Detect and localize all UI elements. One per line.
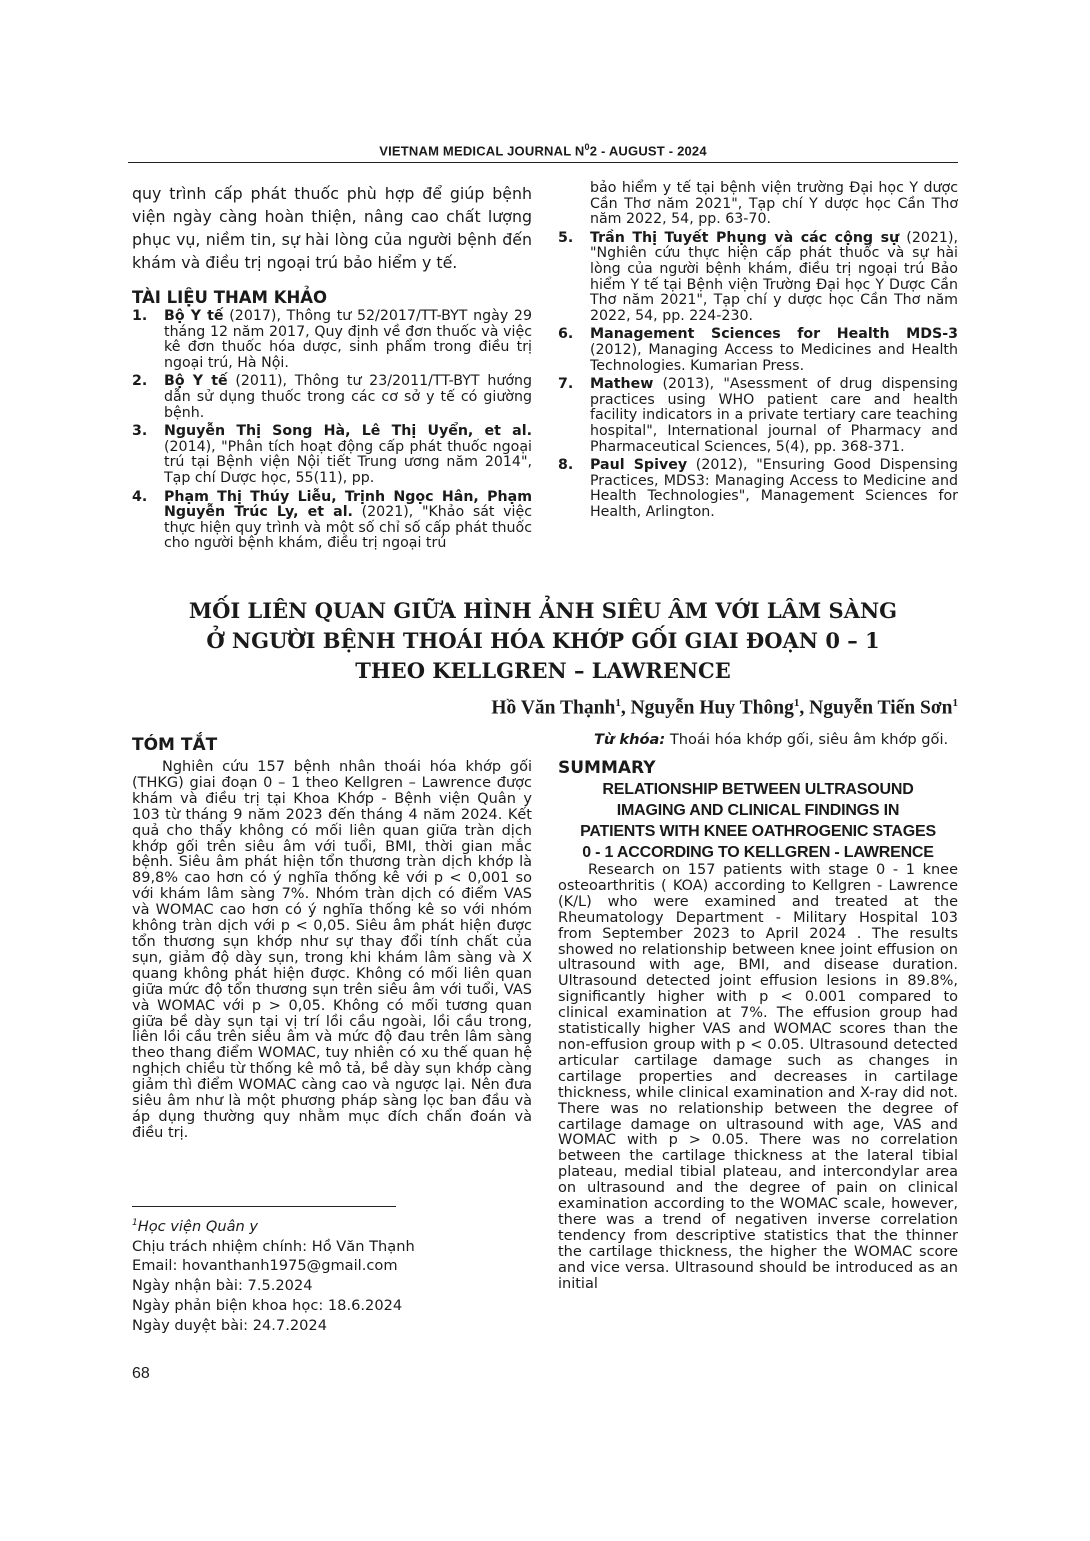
reference-item: 4. Phạm Thị Thúy Liễu, Trịnh Ngọc Hân, Phạm Nguyễn Trúc Ly, et al. (2021), "Khảo sát việc thực hiện quy trình và một số chỉ số cấp phát thuốc cho người bệnh khám, điều trị ngoại trú [132, 488, 533, 552]
reference-item: 5. Trần Thị Tuyết Phụng và các cộng sự (2021), "Nghiên cứu thực hiện cấp phát thuốc và sự hài lòng của người bệnh khám, điều trị ngoại trú Bảo hiểm Y tế tại Bệnh viện Trường Đại học Y Dược Cần Thơ năm 2021", Tạp chí y dược học Cần Thơ năm 2022, 54, pp. 224-230. [558, 229, 958, 324]
summary-title-line: 0 - 1 ACCORDING TO KELLGREN - LAWRENCE [582, 844, 934, 861]
top-left-column [132, 182, 532, 555]
footnote-line: Ngày nhận bài: 7.5.2024 [132, 1277, 313, 1295]
footnote-line: Email: hovanthanh1975@gmail.com [132, 1257, 398, 1275]
summary-title [558, 779, 958, 863]
reference-item-continued: bảo hiểm y tế tại bệnh viện trường Đại học Y dược Cần Thơ năm 2021", Tạp chí Y dược học Cần Thơ năm 2022, 54, pp. 63-70. [590, 180, 958, 228]
summary-title-line: RELATIONSHIP BETWEEN ULTRASOUND [602, 781, 914, 798]
footnote-line: Chịu trách nhiệm chính: Hồ Văn Thạnh [132, 1237, 415, 1255]
article-title-line: MỐI LIÊN QUAN GIỮA HÌNH ẢNH SIÊU ÂM VỚI LÂM SÀNG [188, 598, 898, 623]
keywords [558, 731, 958, 748]
reference-item: 2. Bộ Y tế (2011), Thông tư 23/2011/TT-BYT hướng dẫn sử dụng thuốc trong các cơ sở y tế có giường bệnh. [132, 373, 532, 421]
reference-item: 8. Paul Spivey (2012), "Ensuring Good Dispensing Practices, MDS3: Managing Access to Medicine and Health Technologies", Management Sciences for Health, Arlington. [558, 457, 958, 520]
reference-item: 6. Management Sciences for Health MDS-3 (2012), Managing Access to Medicines and Health Technologies. Kumarian Press. [558, 326, 958, 374]
keywords-label: Từ khóa: [594, 731, 666, 748]
references-list-left [132, 309, 532, 552]
journal-header: VIETNAM MEDICAL JOURNAL $N^02$ - AUGUST - 2024 [379, 142, 707, 159]
author-name: Nguyễn Tiến Sơn [809, 697, 953, 719]
abstract-vi [132, 735, 532, 1142]
header-rule [128, 162, 958, 163]
reference-item: 1. Bộ Y tế (2017), Thông tư 52/2017/TT-BYT ngày 29 tháng 12 năm 2017, Quy định về đơn thuốc và việc kê đơn thuốc hóa dược, sinh phẩm trong điều trị ngoại trú, Hà Nội. [132, 308, 532, 371]
author-list: Hồ Văn Thạnh$^1$, Nguyễn Huy Thông$^1$, Nguyễn Tiến Sơn$^1$ [491, 697, 958, 719]
keywords-text: Thoái hóa khớp gối, siêu âm khớp gối. [665, 731, 949, 748]
page-number: 68 [132, 1365, 150, 1382]
summary-title-line: IMAGING AND CLINICAL FINDINGS IN [616, 802, 900, 819]
references-heading: TÀI LIỆU THAM KHẢO [132, 288, 328, 307]
summary-column [558, 731, 958, 1292]
abstract-vi-heading: TÓM TẮT [132, 735, 218, 755]
references-list-right [558, 181, 958, 520]
reference-item: 7. Mathew (2013), "Asessment of drug dispensing practices using WHO patient care and health facility indicators in a private tertiary care teaching hospital", International journal of Pharmacy and Pharmaceutical Sciences, 5(4), pp. 368-371. [558, 376, 958, 455]
summary-title-line: PATIENTS WITH KNEE OATHROGENIC STAGES [580, 823, 936, 840]
author-name: Nguyễn Huy Thông [630, 697, 794, 719]
reference-item: 3. Nguyễn Thị Song Hà, Lê Thị Uyển, et al. (2014), "Phân tích hoạt động cấp phát thuốc ngoại trú tại Bệnh viện Nội tiết Trung ương năm 2014", Tạp chí Dược học, 55(11), pp. [132, 423, 532, 486]
article-title [128, 596, 958, 686]
footnote-rule [132, 1206, 396, 1207]
abstract-vi-text: Nghiên cứu 157 bệnh nhân thoái hóa khớp gối (THKG) giai đoạn 0 – 1 theo Kellgren – Lawrence được khám và điều trị tại Khoa Khớp - Bệnh viện Quân y 103 từ tháng 9 năm 2023 đến tháng 4 năm 2024. Kết quả cho thấy không có mối liên quan giữa tràn dịch khớp gối trên siêu âm với tuổi, BMI, thời gian mắc bệnh. Siêu âm phát hiện tổn thương tràn dịch khớp là 89,8% cao hơn có ý nghĩa thống kê với p < 0,001 so với khám lâm sàng 7%. Nhóm tràn dịch có điểm VAS và WOMAC cao hơn có ý nghĩa thống kê so với nhóm không tràn dịch với p < 0,05. Siêu âm phát hiện được tổn thương sụn khớp như sự thay đổi tính chất của sụn, giảm độ dày sụn, trong khi khám lâm sàng và X quang không phát hiện được. Không có mối liên quan giữa mức độ tổn thương sụn trên siêu âm với tuổi, VAS và WOMAC với p > 0,05. Không có mối tương quan giữa bề dày sụn tại vị trí lồi cầu ngoài, lồi cầu trong, liên lồi cầu trên siêu âm và mức độ đau trên lâm sàng theo thang điểm WOMAC, tuy nhiên có xu thế quan hệ nghịch chiều từ thống kê mô tả, bề dày sụn khớp càng giảm thì điểm WOMAC càng cao và ngược lại. Nên đưa siêu âm như là một phương pháp sàng lọc ban đầu và áp dụng thường quy nhằm mục đích chẩn đoán và điều trị. [132, 759, 532, 1141]
summary-text: Research on 157 patients with stage 0 - 1 knee osteoarthritis ( KOA) according to Kellgren - Lawrence (K/L) who were examined and treated at the Rheumatology Department - Military Hospital 103 from September 2023 to April 2024 . The results showed no relationship between knee joint effusion on ultrasound with age, BMI, and disease duration. Ultrasound detected joint effusion lesions in 89.8%, significantly higher with p < 0.001 compared to clinical examination at 7%. The effusion group had statistically higher VAS and WOMAC scores than the non-effusion group with p < 0.05. Ultrasound detected articular cartilage damage such as changes in cartilage properties and decreases in cartilage thickness, while clinical examination and X-ray did not. There was no relationship between the degree of cartilage damage on ultrasound with age, VAS and WOMAC with p > 0.05. There was no correlation between the cartilage thickness at the lateral tibial plateau, medial tibial plateau, and intercondylar area on ultrasound and the degree of pain on clinical examination according to the WOMAC scale, however, there was a trend of negativen inverse correlation tendency from descriptive statistics that the thinner the cartilage thickness, the higher the WOMAC score and vice versa. Ultrasound should be introduced as an initial [558, 862, 958, 1292]
intro-paragraph: quy trình cấp phát thuốc phù hợp để giúp bệnh viện ngày càng hoàn thiện, nâng cao chất lượng phục vụ, niềm tin, sự hài lòng của người bệnh đến khám và điều trị ngoại trú bảo hiểm y tế. [132, 184, 532, 272]
footnote-line: Ngày duyệt bài: 24.7.2024 [132, 1316, 327, 1334]
summary-heading: SUMMARY [558, 758, 656, 778]
article-title-line: THEO KELLGREN – LAWRENCE [355, 658, 731, 683]
author-name: Hồ Văn Thạnh [491, 697, 616, 719]
footnote [132, 1214, 415, 1336]
article-title-line: Ở NGƯỜI BỆNH THOÁI HÓA KHỚP GỐI GIAI ĐOẠN 0 – 1 [206, 628, 880, 653]
top-right-column [558, 181, 958, 523]
footnote-line: Ngày phản biện khoa học: 18.6.2024 [132, 1297, 403, 1315]
footnote-affiliation: $^1$Học viện Quân y [132, 1217, 259, 1235]
